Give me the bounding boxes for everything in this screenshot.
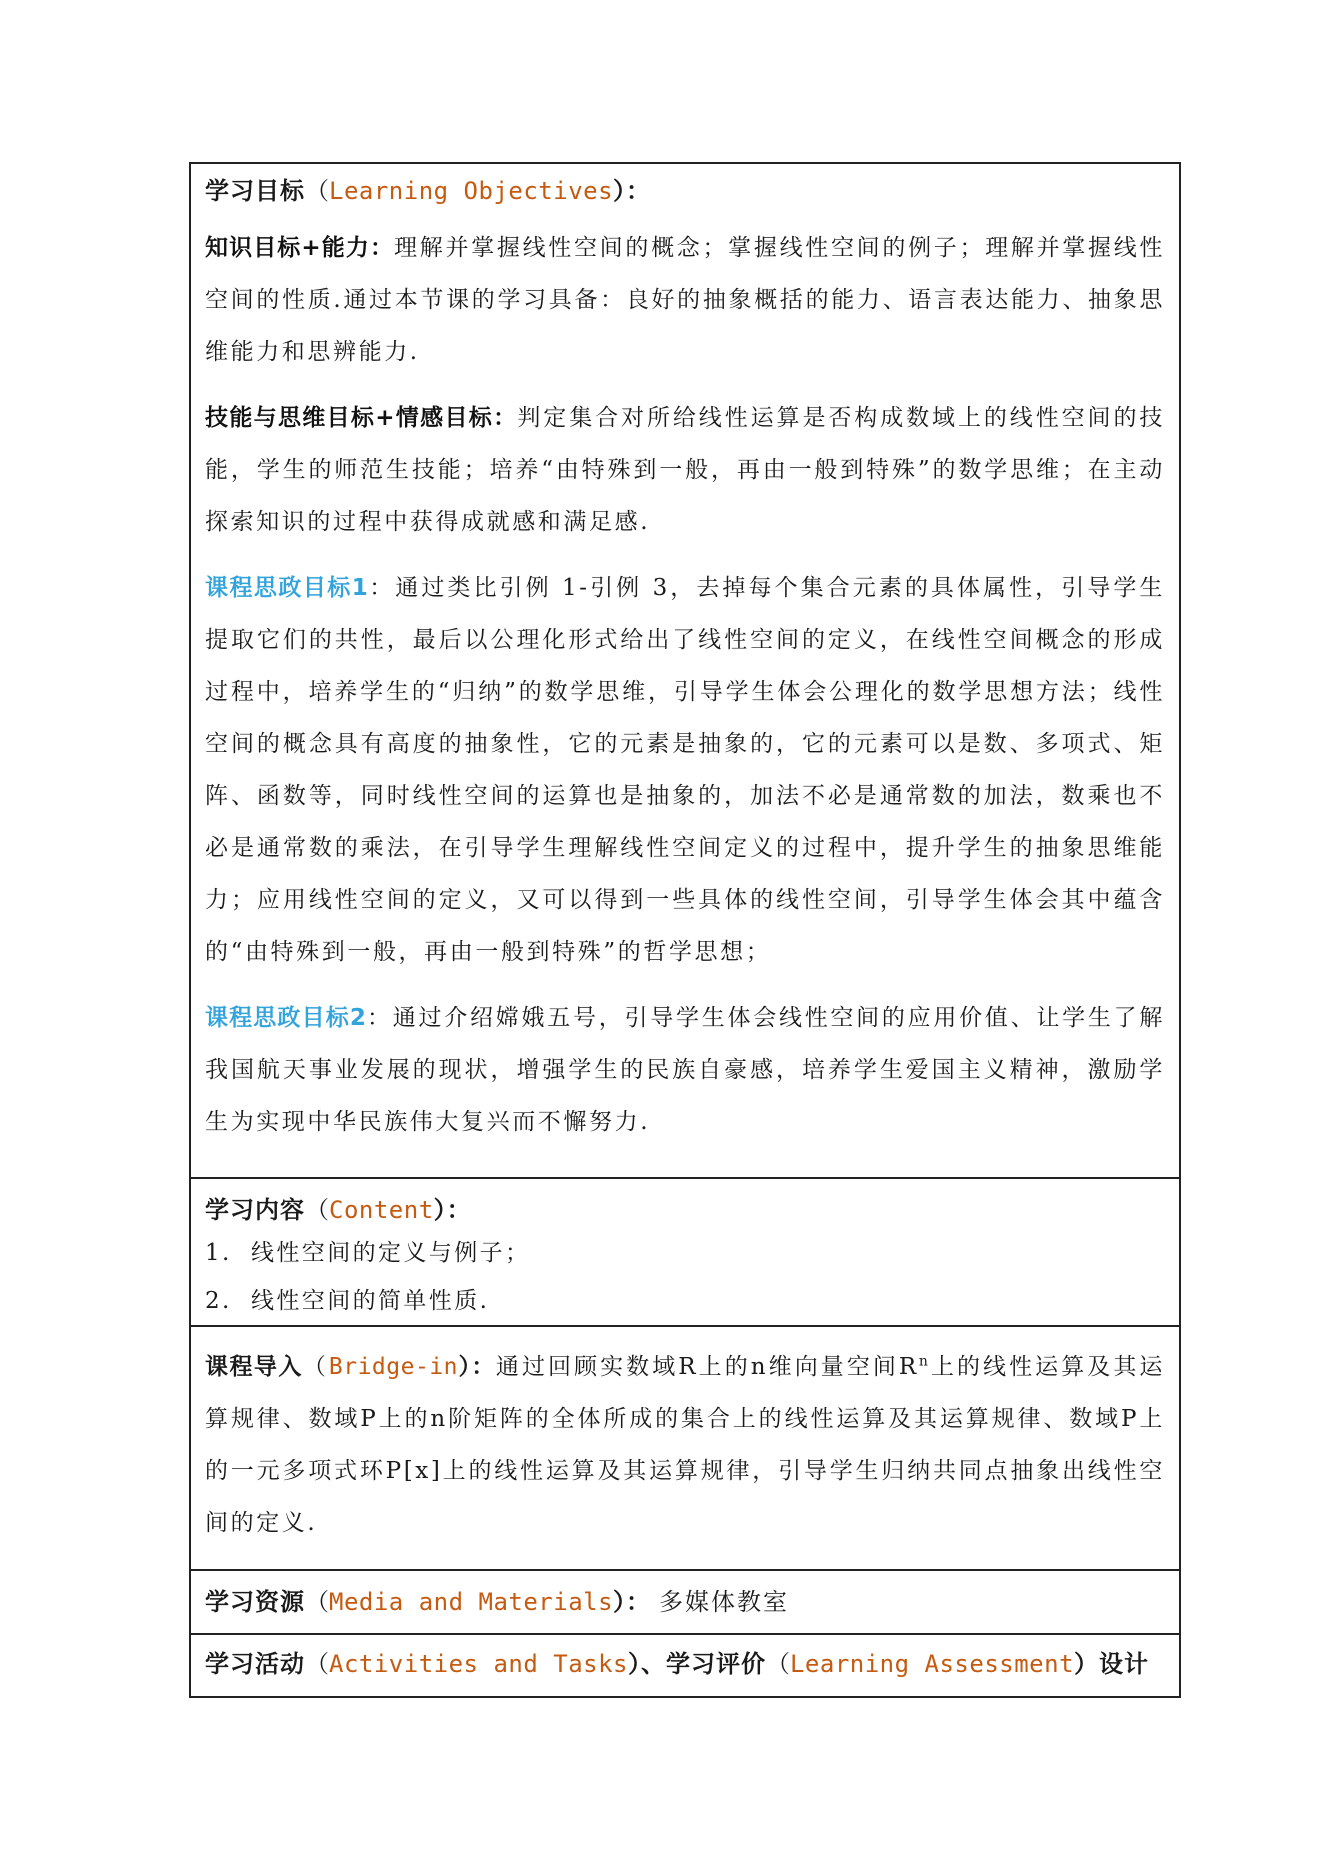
content-section xyxy=(191,1179,1179,1327)
assessment-close: ） xyxy=(1074,1650,1100,1678)
objectives-title-zh: 学习目标 xyxy=(205,177,305,205)
media-title-zh: 学习资源 xyxy=(205,1588,305,1616)
bridge-text-b: 上的线性运算及其运算规律、数域P上的n阶矩阵的全体所成的集合上的线性运算及其运算规律、数域P上的一元多项式环P[x]上的线性运算及其运算规律，引导学生归纳共同点抽象出线性空间的定义. xyxy=(205,1354,1165,1536)
list-item-text: 线性空间的定义与例子； xyxy=(251,1240,531,1266)
objectives-title-close: ）： xyxy=(613,177,652,205)
assessment-title-en: Learning Assessment xyxy=(789,1650,1075,1678)
list-item-number: 1. xyxy=(205,1240,232,1266)
knowledge-objective-label: 知识目标+能力： xyxy=(205,235,395,261)
objectives-title-open: （ xyxy=(305,177,329,205)
media-value: 多媒体教室 xyxy=(659,1588,790,1616)
content-title-en: Content xyxy=(329,1196,434,1224)
activities-open-1: （ xyxy=(305,1650,329,1678)
skill-objective-text: 判定集合对所给线性运算是否构成数域上的线性空间的技能，学生的师范生技能；培养“由特殊到一般，再由一般到特殊”的数学思维；在主动探索知识的过程中获得成就感和满足感. xyxy=(205,405,1165,535)
bridge-section xyxy=(191,1327,1179,1571)
content-heading xyxy=(205,1193,1165,1227)
objectives-section xyxy=(191,164,1179,1179)
bridge-superscript: n xyxy=(918,1353,931,1370)
knowledge-objective xyxy=(205,222,1165,378)
ideology-objective-2-text: ：通过介绍嫦娥五号，引导学生体会线性空间的应用价值、让学生了解我国航天事业发展的现状，增强学生的民族自豪感，培养学生爱国主义精神，激励学生为实现中华民族伟大复兴而不懈努力. xyxy=(205,1005,1165,1135)
list-item-text: 线性空间的简单性质. xyxy=(251,1288,490,1314)
ideology-objective-2 xyxy=(205,992,1165,1148)
assessment-open: （ xyxy=(765,1650,790,1678)
bridge-title-zh: 课程导入 xyxy=(205,1354,303,1380)
activities-title-en: Activities and Tasks xyxy=(329,1650,628,1678)
skill-objective-label: 技能与思维目标+情感目标： xyxy=(205,405,518,431)
media-title-en: Media and Materials xyxy=(329,1588,614,1616)
activities-section xyxy=(191,1635,1179,1696)
activities-separator: ）、 xyxy=(627,1650,666,1678)
media-heading xyxy=(205,1585,1165,1619)
content-title-zh: 学习内容 xyxy=(205,1196,305,1224)
bridge-title-open: （ xyxy=(302,1354,329,1380)
content-title-close: ）： xyxy=(433,1196,472,1224)
ideology-objective-2-label: 课程思政目标2 xyxy=(205,1005,367,1031)
bridge-text-a: 通过回顾实数域R上的n维向量空间R xyxy=(495,1354,919,1380)
list-item-number: 2. xyxy=(205,1288,232,1314)
bridge-paragraph xyxy=(205,1341,1165,1549)
media-section xyxy=(191,1571,1179,1635)
bridge-title-en: Bridge-in xyxy=(328,1354,459,1380)
activities-suffix: 设计 xyxy=(1099,1650,1150,1678)
ideology-objective-1 xyxy=(205,562,1165,978)
activities-title-zh: 学习活动 xyxy=(205,1650,305,1678)
objectives-title-en: Learning Objectives xyxy=(329,177,614,205)
skill-objective xyxy=(205,392,1165,548)
assessment-title-zh: 学习评价 xyxy=(665,1650,766,1678)
list-item xyxy=(205,1277,1165,1325)
list-item xyxy=(205,1229,1165,1277)
knowledge-objective-text: 理解并掌握线性空间的概念；掌握线性空间的例子；理解并掌握线性空间的性质.通过本节课的学习具备：良好的抽象概括的能力、语言表达能力、抽象思维能力和思辨能力. xyxy=(205,235,1165,365)
bridge-title-close: ）： xyxy=(458,1354,496,1380)
activities-heading xyxy=(205,1647,1165,1681)
objectives-heading xyxy=(205,174,1165,208)
ideology-objective-1-text: ：通过类比引例 1-引例 3，去掉每个集合元素的具体属性，引导学生提取它们的共性，最后以公理化形式给出了线性空间的定义，在线性空间概念的形成过程中，培养学生的“归纳”的数学思维，引导学生体会公理化的数学思想方法；线性空间的概念具有高度的抽象性，它的元素是抽象的，它的元素可以是数、多项式、矩阵、函数等，同时线性空间的运算也是抽象的，加法不必是通常数的加法，数乘也不必是通常数的乘法，在引导学生理解线性空间定义的过程中，提升学生的抽象思维能力；应用线性空间的定义，又可以得到一些具体的线性空间，引导学生体会其中蕴含的“由特殊到一般，再由一般到特殊”的哲学思想； xyxy=(205,575,1165,965)
content-title-open: （ xyxy=(305,1196,329,1224)
media-title-open: （ xyxy=(305,1588,329,1616)
media-title-close: ）： xyxy=(613,1588,652,1616)
lesson-plan-table xyxy=(189,162,1181,1698)
ideology-objective-1-label: 课程思政目标1 xyxy=(205,575,369,601)
